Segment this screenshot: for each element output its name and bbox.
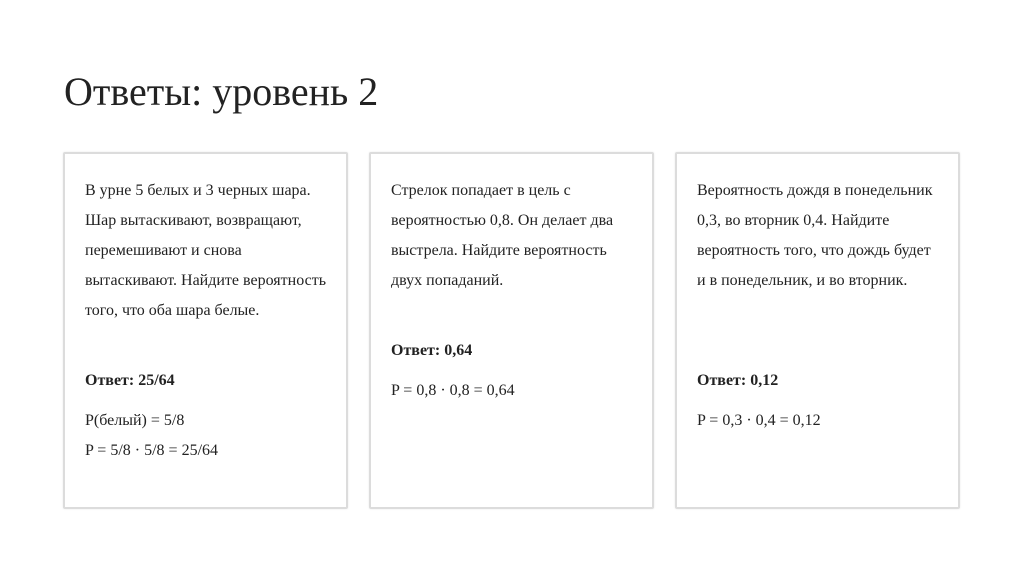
answer-card-1 [63,152,348,509]
solution-text [697,406,938,436]
solution-line: P = 0,8 · 0,8 = 0,64 [391,382,515,399]
solution-text [85,406,326,466]
solution-line: P = 5/8 · 5/8 = 25/64 [85,442,219,459]
answer-text: Ответ: 25/64 [85,372,175,389]
slide-title: Ответы: уровень 2 [64,69,379,114]
solution-line: P = 0,3 · 0,4 = 0,12 [697,412,821,429]
question-text: Стрелок попадает в цель с вероятностью 0,8. Он делает два выстрела. Найдите вероятность двух попаданий. [391,182,614,289]
solution-text [391,376,632,406]
question-text: Вероятность дождя в понедельник 0,3, во вторник 0,4. Найдите вероятность того, что дождь будет и в понедельник, и во вторник. [697,182,933,289]
answer-text: Ответ: 0,12 [697,372,779,389]
answer-text: Ответ: 0,64 [391,342,473,359]
solution-line: P(белый) = 5/8 [85,412,185,429]
answer-card-2 [369,152,654,509]
question-text: В урне 5 белых и 3 черных шара. Шар вытаскивают, возвращают, перемешивают и снова вытаскивают. Найдите вероятность того, что оба шара белые. [85,182,326,319]
answer-card-3 [675,152,960,509]
